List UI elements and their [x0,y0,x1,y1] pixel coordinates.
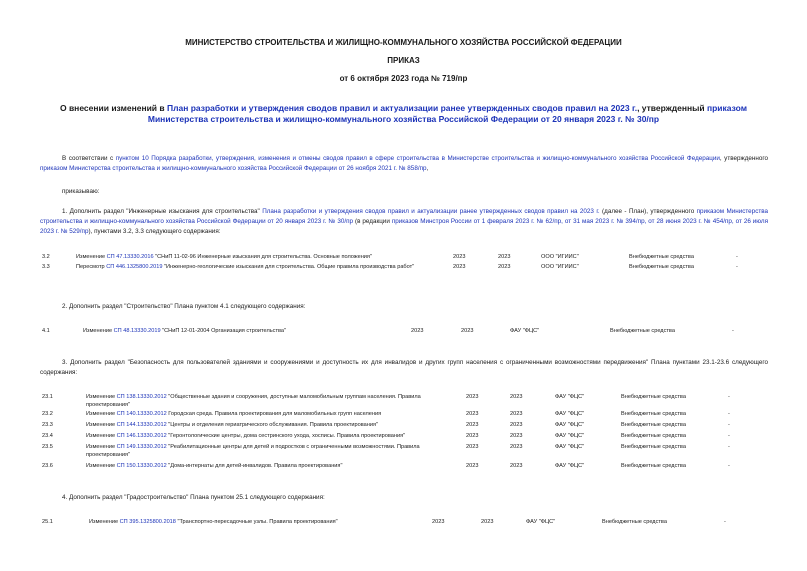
row-description [83,327,286,335]
row-number: 3.2 [42,254,50,260]
row-number: 23.4 [42,433,53,439]
row-year-start: 2023 [466,422,479,428]
row-year-end: 2023 [498,254,511,260]
item-1-text-3: (в редакции [353,218,392,225]
intro-text-3: , [426,165,429,172]
row-year-start: 2023 [466,411,479,417]
title-plan-link[interactable]: План разработки и утверждения сводов правил и актуализации ранее утвержденных сводов правил на 2023 г. [166,103,638,113]
row-desc-rest: "СНиП 12-01-2004 Организация строительства" [160,328,287,334]
row-funding: Внебюджетные средства [621,422,686,428]
row-desc-rest: "Транспортно-пересадочные узлы. Правила проектирования" [175,519,338,525]
row-desc-rest: "Центры и отделения гериатрического обслуживания. Правила проектирования" [166,422,378,428]
row-funding: Внебюджетные средства [629,264,694,270]
row-year-end: 2023 [510,433,523,439]
row-desc-prefix: Изменение [86,463,117,469]
row-number: 4.1 [42,328,50,334]
item-4-paragraph: 4. Дополнить раздел "Градостроительство" Плана пунктом 25.1 следующего содержания: [62,494,325,501]
row-year-start: 2023 [453,254,466,260]
row-desc-prefix: Изменение [86,411,117,417]
item-1-plan-link[interactable]: Плана разработки и утверждения сводов правил и актуализации ранее утвержденных сводов правил на 2023 г. [262,208,600,215]
title-text-1: О внесении изменений в [59,103,167,113]
intro-order-link[interactable]: приказом Министерства строительства и жилищно-коммунального хозяйства Российской Федерации от 26 ноября 2021 г. № 858/пр [40,165,427,172]
row-year-start: 2023 [466,433,479,439]
row-desc-prefix: Изменение [86,444,117,450]
intro-text-1: В соответствии с [62,155,116,162]
row-organization: ФАУ "ФЦС" [555,444,585,450]
row-desc-prefix: Изменение [86,433,117,439]
row-sp-link[interactable]: СП 47.13330.2016 [106,254,154,260]
row-year-end: 2023 [461,328,474,334]
row-year-end: 2023 [498,264,511,270]
row-organization: ФАУ "ФЦС" [555,422,585,428]
row-organization: ФАУ "ФЦС" [555,411,585,417]
title-order-link[interactable]: приказом [706,103,747,113]
row-organization: ООО "ИГИИС" [541,264,579,270]
row-desc-rest: Городская среда. Правила проектирования для маломобильных групп населения [166,411,382,417]
row-funding: Внебюджетные средства [621,394,686,400]
row-dash: - [732,328,734,334]
item-1-paragraph [40,207,768,237]
row-number: 25.1 [42,519,53,525]
row-desc-rest: "Дома-интернаты для детей-инвалидов. Правила проектирования" [166,463,343,469]
row-description [86,443,446,459]
row-organization: ФАУ "ФЦС" [526,519,556,525]
row-funding: Внебюджетные средства [602,519,667,525]
row-year-start: 2023 [466,394,479,400]
row-description [86,432,405,440]
row-year-start: 2023 [432,519,445,525]
row-desc-prefix: Изменение [86,422,117,428]
row-desc-rest: "СНиП 11-02-96 Инженерные изыскания для строительства. Основные положения" [153,254,372,260]
item-3-paragraph: 3. Дополнить раздел "Безопасность для пользователей зданиями и сооружениями и доступность их для инвалидов и других групп населения с ограниченными возможностями передвижения" Плана пунктами 23.1-23.6 следующего содержания: [40,359,768,376]
intro-text-2: , утвержденного [719,155,768,162]
row-desc-prefix: Изменение [89,519,120,525]
row-desc-rest: "Инженерно-геологические изыскания для строительства. Общие правила производства работ" [162,264,415,270]
row-year-end: 2023 [481,519,494,525]
row-desc-prefix: Изменение [76,254,107,260]
row-year-end: 2023 [510,444,523,450]
row-dash: - [736,254,738,260]
row-description [86,410,381,418]
row-funding: Внебюджетные средства [621,463,686,469]
row-dash: - [728,433,730,439]
row-desc-rest: "Общественные здания и сооружения, доступные маломобильным группам населения. Правила проектирования" [86,394,421,408]
row-organization: ФАУ "ФЦС" [555,433,585,439]
item-2-paragraph: 2. Дополнить раздел "Строительство" Плана пунктом 4.1 следующего содержания: [62,303,306,310]
doc-title [40,103,767,125]
row-sp-link[interactable]: СП 150.13330.2012 [116,463,167,469]
row-sp-link[interactable]: СП 48.13330.2019 [113,328,161,334]
row-number: 23.3 [42,422,53,428]
intro-paragraph [40,154,768,174]
row-year-start: 2023 [466,444,479,450]
row-sp-link[interactable]: СП 140.13330.2012 [116,411,167,417]
row-organization: ООО "ИГИИС" [541,254,579,260]
row-year-end: 2023 [510,422,523,428]
row-year-end: 2023 [510,463,523,469]
row-organization: ФАУ "ФЦС" [555,394,585,400]
item-1-revisions-link[interactable]: приказов Минстроя России от 1 февраля 2023 г. № 62/пр, от 31 мая 2023 г. № 394/пр, от 28 июня 2023 г. № 454/пр, от 26 июля 2023 г. № 529/пр [40,218,768,235]
row-organization: ФАУ "ФЦС" [510,328,540,334]
order-word: приказываю: [62,188,100,195]
title-ministry-link[interactable]: Министерства строительства и жилищно-коммунального хозяйства Российской Федерации от 20 января 2023 г. № 30/пр [147,114,660,124]
row-number: 23.5 [42,444,53,450]
row-sp-link[interactable]: СП 395.1325800.2018 [119,519,176,525]
row-funding: Внебюджетные средства [621,411,686,417]
row-number: 23.1 [42,394,53,400]
intro-procedure-link[interactable]: пунктом 10 Порядка разработки, утверждения, изменения и отмены сводов правил в сфере строительства в Министерстве строительства и жилищно-коммунального хозяйства Российской Федерации [115,155,720,162]
doc-type-heading: ПРИКАЗ [387,56,420,65]
item-1-text-2: (далее - План), утвержденного [599,208,697,215]
row-dash: - [728,411,730,417]
row-description [86,421,378,429]
row-desc-rest: "Реабилитационные центры для детей и подростков с ограниченными возможностями. Правила проектирования" [86,444,420,458]
ministry-heading: МИНИСТЕРСТВО СТРОИТЕЛЬСТВА И ЖИЛИЩНО-КОММУНАЛЬНОГО ХОЗЯЙСТВА РОССИЙСКОЙ ФЕДЕРАЦИИ [185,38,622,47]
item-1-order-link[interactable]: приказом Министерства строительства и жилищно-коммунального хозяйства Российской Федерации от 20 января 2023 г. № 30/пр [40,208,768,225]
row-description [86,462,342,470]
row-desc-prefix: Пересмотр [76,264,107,270]
row-number: 23.2 [42,411,53,417]
title-text-2: , утвержденный [637,103,707,113]
row-desc-prefix: Изменение [86,394,117,400]
row-year-end: 2023 [510,411,523,417]
row-dash: - [724,519,726,525]
row-dash: - [728,444,730,450]
row-funding: Внебюджетные средства [621,433,686,439]
row-sp-link[interactable]: СП 138.13330.2012 [116,394,167,400]
date-number-heading: от 6 октября 2023 года № 719/пр [339,74,468,83]
row-dash: - [728,394,730,400]
row-dash: - [728,422,730,428]
row-sp-link[interactable]: СП 149.13330.2012 [116,444,167,450]
row-desc-rest: "Геронтологические центры, дома сестринского ухода, хосписы. Правила проектирования" [166,433,406,439]
row-funding: Внебюджетные средства [621,444,686,450]
row-desc-prefix: Изменение [83,328,114,334]
row-year-start: 2023 [411,328,424,334]
row-funding: Внебюджетные средства [629,254,694,260]
row-year-start: 2023 [453,264,466,270]
row-description [86,393,446,409]
row-dash: - [728,463,730,469]
item-1-text-4: ), пунктами 3.2, 3.3 следующего содержания: [88,228,221,235]
row-sp-link[interactable]: СП 144.13330.2012 [116,422,167,428]
row-funding: Внебюджетные средства [610,328,675,334]
row-description [76,263,436,271]
row-dash: - [736,264,738,270]
row-year-end: 2023 [510,394,523,400]
row-year-start: 2023 [466,463,479,469]
row-sp-link[interactable]: СП 146.13330.2012 [116,433,167,439]
row-sp-link[interactable]: СП 446.1325800.2019 [106,264,163,270]
row-number: 23.6 [42,463,53,469]
row-number: 3.3 [42,264,50,270]
row-description [89,518,338,526]
item-1-text-1: 1. Дополнить раздел "Инженерные изыскания для строительства" [62,208,263,215]
row-organization: ФАУ "ФЦС" [555,463,585,469]
row-description [76,253,372,261]
